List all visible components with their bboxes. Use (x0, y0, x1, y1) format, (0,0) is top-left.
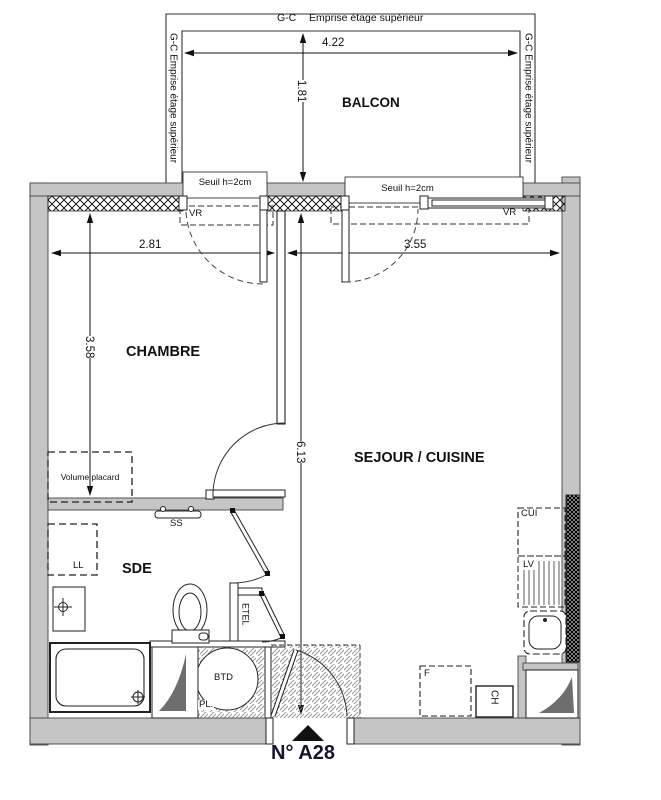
fridge-label: F (424, 668, 430, 679)
water-heater-label: BTD (214, 672, 233, 683)
kitchen-unit-label: CUI (521, 508, 538, 519)
living-kitchen-label: SEJOUR / CUISINE (354, 450, 485, 466)
sliding-window (428, 196, 553, 209)
shower-tray-icon (50, 643, 150, 712)
washbasin-icon (53, 587, 85, 631)
dim-living-depth: 6.13 (294, 441, 307, 464)
sill-label-right: Seuil h=2cm (381, 183, 434, 194)
dishwasher-label: LV (523, 559, 534, 570)
dim-balcony-width: 4.22 (322, 37, 345, 49)
shutter-label-right: VR (503, 207, 517, 218)
upper-floor-code-top: G-C (277, 12, 297, 24)
toilet-icon (172, 584, 209, 643)
washer-label: LL (73, 560, 84, 571)
dimension-lines (52, 34, 559, 714)
plan-number: N° A28 (271, 742, 335, 764)
shower-room-door (230, 508, 270, 583)
bedroom-door (206, 423, 285, 499)
dim-bedroom-width: 2.81 (139, 239, 162, 251)
closet-label: PL. (199, 699, 214, 710)
closet-volume-label: Volume placard (60, 472, 120, 482)
electrical-space-label: ETEL (240, 603, 251, 626)
bedroom-label: CHAMBRE (126, 344, 201, 360)
sill-label-left: Seuil h=2cm (198, 177, 252, 188)
towel-dryer-label: SS (170, 518, 183, 529)
dim-living-width: 3.55 (404, 239, 427, 251)
balcony-label: BALCON (342, 95, 400, 110)
shutter-label-left: VR (189, 208, 203, 219)
etel-door (259, 591, 285, 642)
duct-corner-icon (526, 670, 578, 718)
dim-balcony-depth: 1.81 (295, 80, 308, 103)
dim-bedroom-depth: 3.58 (83, 336, 96, 359)
shutter-boxes (180, 206, 529, 225)
sink-icon (524, 611, 566, 654)
shower-room-label: SDE (122, 561, 152, 577)
upper-floor-label-right: G-C Emprise étage supérieur (522, 33, 534, 164)
heater-label: CH (488, 690, 500, 705)
duct-left-icon (152, 647, 198, 718)
entrance-marker-icon (292, 725, 324, 741)
kitchen-area (420, 495, 579, 718)
interior-walls (48, 208, 285, 718)
upper-floor-label-left: G-C Emprise étage supérieur (167, 33, 179, 164)
upper-floor-label-top: Emprise étage supérieur (309, 12, 424, 24)
